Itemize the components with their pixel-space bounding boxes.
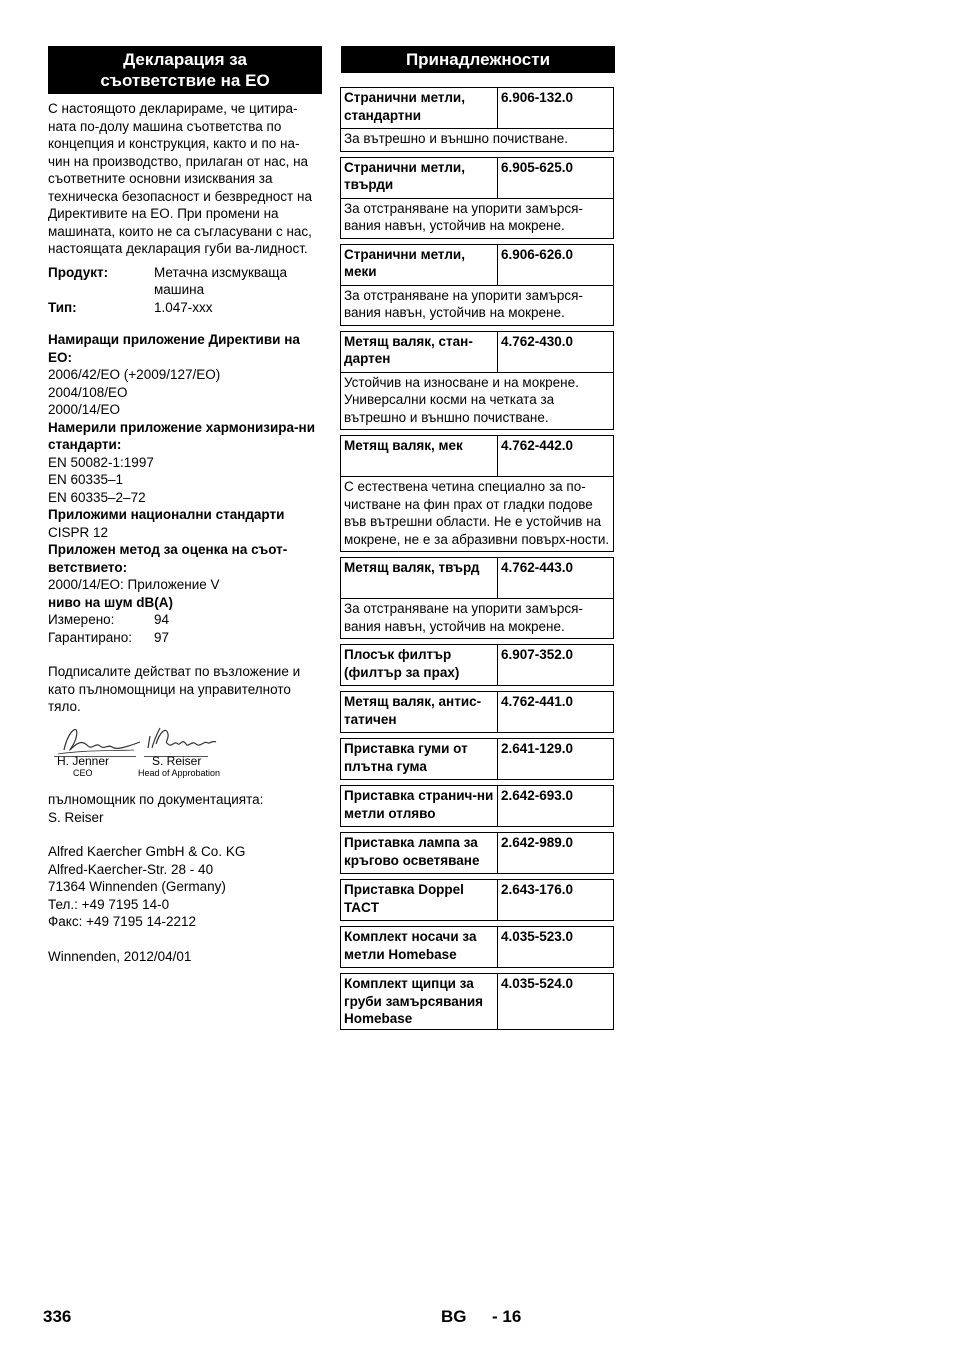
type-value: 1.047-xxx (154, 299, 213, 315)
accessory-description: Устойчив на износване и на мокрене. Универсални косми на четката за вътрешно и външно почистване. (341, 372, 613, 430)
place-date: Winnenden, 2012/04/01 (48, 948, 192, 964)
accessory-item (340, 691, 614, 733)
accessory-row (341, 692, 613, 732)
guaranteed-label: Гарантирано: (48, 629, 132, 645)
accessory-name: Странични метли, твърди (341, 158, 498, 198)
signatories-note: Подписалите действат по възложение и като пълномощници на управителното тяло. (48, 664, 301, 714)
directives-heading: Намиращи приложение Директиви на ЕО: (48, 332, 300, 365)
accessory-item (340, 738, 614, 780)
accessory-row (341, 88, 613, 128)
product-value: Метачна изсмукваща машина (154, 264, 288, 297)
accessory-row (341, 436, 613, 476)
accessory-name: Комплект щипци за груби замърсявания Homebase (341, 974, 498, 1029)
signatory-role: Head of Approbation (138, 768, 221, 778)
accessory-name: Метящ валяк, твърд (341, 558, 498, 598)
product-row (48, 264, 320, 299)
accessory-description: За отстраняване на упорити замърся-вания навън, устойчив на мокрене. (341, 198, 613, 238)
guaranteed-value: 97 (154, 629, 170, 645)
accessory-name: Странични метли, меки (341, 245, 498, 285)
accessory-item (340, 973, 614, 1030)
accessory-name: Комплект носачи за метли Homebase (341, 927, 498, 967)
accessory-name: Приставка Doppel TACT (341, 880, 498, 920)
accessory-order-number: 2.643-176.0 (501, 882, 574, 897)
measured-label: Измерено: (48, 612, 115, 627)
company-street: Alfred-Kaercher-Str. 28 - 40 (48, 861, 214, 877)
accessories-heading: Принадлежности (341, 46, 615, 73)
language-code: BG (441, 1307, 467, 1326)
national-item: CISPR 12 (48, 524, 109, 540)
accessory-item (340, 331, 614, 431)
national-heading: Приложими национални стандарти (48, 507, 285, 522)
accessory-order-number: 4.762-443.0 (501, 560, 574, 575)
accessory-order-number: 4.762-441.0 (501, 694, 574, 709)
accessory-item (340, 879, 614, 921)
accessory-item (340, 87, 614, 152)
noise-heading: ниво на шум dB(A) (48, 594, 174, 610)
accessory-row (341, 645, 613, 685)
accessory-row (341, 158, 613, 198)
accessory-description: За вътрешно и външно почистване. (341, 128, 613, 151)
accessory-row (341, 833, 613, 873)
accessory-item (340, 157, 614, 239)
accessory-description: С естествена четина специално за по-чистване на фин прах от гладки подове във вътрешни области. Не е устойчив на мокрене, не е за абразивни повърх-ности. (341, 476, 613, 551)
accessory-item (340, 785, 614, 827)
accessory-name: Странични метли, стандартни (341, 88, 498, 128)
accessory-description: За отстраняване на упорити замърся-вания навън, устойчив на мокрене. (341, 598, 613, 638)
accessory-row (341, 558, 613, 598)
accessory-order-number: 2.642-693.0 (501, 788, 574, 803)
accessory-name: Метящ валяк, мек (341, 436, 498, 476)
accessory-item (340, 244, 614, 326)
accessory-order-number: 4.762-442.0 (501, 438, 574, 453)
company-phone: Тел.: +49 7195 14-0 (48, 896, 170, 912)
accessory-order-number: 2.642-989.0 (501, 835, 574, 850)
accessory-row (341, 245, 613, 285)
type-label: Тип: (48, 299, 77, 315)
doc-rep-label: пълномощник по документацията: (48, 792, 264, 807)
declaration-heading (48, 46, 322, 94)
contact-block (48, 791, 320, 965)
signatory-name: H. Jenner (57, 754, 110, 768)
accessory-item (340, 832, 614, 874)
accessory-name: Приставка гуми от плътна гума (341, 739, 498, 779)
method-heading: Приложен метод за оценка на съот-ветствието: (48, 542, 288, 575)
method-item: 2000/14/EO: Приложение V (48, 577, 220, 592)
accessory-item (340, 557, 614, 639)
accessory-order-number: 4.035-524.0 (501, 976, 574, 991)
accessory-name: Метящ валяк, антис-татичен (341, 692, 498, 732)
accessory-order-number: 6.906-626.0 (501, 246, 574, 262)
harmonized-heading: Намерили приложение хармонизира-ни стандарти: (48, 419, 316, 452)
accessory-order-number: 2.641-129.0 (501, 741, 574, 756)
harmonized-item: EN 50082-1:1997 (48, 454, 154, 470)
page-number: 336 (43, 1307, 72, 1326)
declaration-body (48, 100, 320, 716)
accessory-description: За отстраняване на упорити замърся-вания навън, устойчив на мокрене. (341, 285, 613, 325)
accessory-order-number: 6.907-352.0 (501, 647, 574, 662)
accessory-name: Приставка странич-ни метли отляво (341, 786, 498, 826)
signatory-name: S. Reiser (152, 754, 202, 768)
accessory-order-number: 6.905-625.0 (501, 159, 574, 175)
accessory-row (341, 786, 613, 826)
harmonized-item: EN 60335–1 (48, 472, 124, 487)
accessory-row (341, 927, 613, 967)
accessory-name: Плосък филтър (филтър за прах) (341, 645, 498, 685)
accessory-item (340, 435, 614, 552)
accessory-name: Метящ валяк, стан-дартен (341, 332, 498, 372)
accessory-order-number: 4.762-430.0 (501, 333, 574, 349)
accessory-order-number: 4.035-523.0 (501, 929, 574, 944)
declaration-heading-line2: съответствие на ЕО (100, 71, 270, 90)
accessories-list (340, 87, 614, 1035)
accessory-row (341, 880, 613, 920)
accessory-order-number: 6.906-132.0 (501, 90, 574, 105)
signatory-role: CEO (73, 768, 93, 778)
measured-value: 94 (154, 612, 170, 627)
declaration-intro: С настоящото декларираме, че цитира-ната по-долу машина съответства по концепция и конструкция, както и по на-чин на производство, прилаган от нас, на съответните основни изисквания за техническа безопасност и безвредност на Директивите на ЕО. При промени на машината, които не са съгласувани с нас, настоящата декларация губи ва-лидност. (48, 101, 312, 256)
directive-item: 2006/42/EO (+2009/127/EO) (48, 367, 221, 382)
company-fax: Факс: +49 7195 14-2212 (48, 914, 197, 929)
doc-rep-name: S. Reiser (48, 809, 104, 825)
accessory-name: Приставка лампа за кръгово осветяване (341, 833, 498, 873)
signature-block (48, 720, 248, 780)
harmonized-item: EN 60335–2–72 (48, 489, 146, 505)
accessory-row (341, 974, 613, 1029)
accessory-item (340, 926, 614, 968)
guaranteed-row (48, 629, 320, 647)
accessory-item (340, 644, 614, 686)
sub-page-number: - 16 (492, 1307, 522, 1326)
signature-reiser (144, 722, 224, 758)
directive-item: 2004/108/EO (48, 384, 128, 400)
declaration-heading-line1: Декларация за (123, 50, 247, 69)
product-label: Продукт: (48, 264, 109, 280)
accessory-row (341, 332, 613, 372)
type-row (48, 299, 320, 317)
accessory-row (341, 739, 613, 779)
measured-row (48, 611, 320, 629)
directive-item: 2000/14/EO (48, 402, 121, 417)
company-name: Alfred Kaercher GmbH & Co. KG (48, 844, 246, 859)
company-city: 71364 Winnenden (Germany) (48, 879, 226, 894)
